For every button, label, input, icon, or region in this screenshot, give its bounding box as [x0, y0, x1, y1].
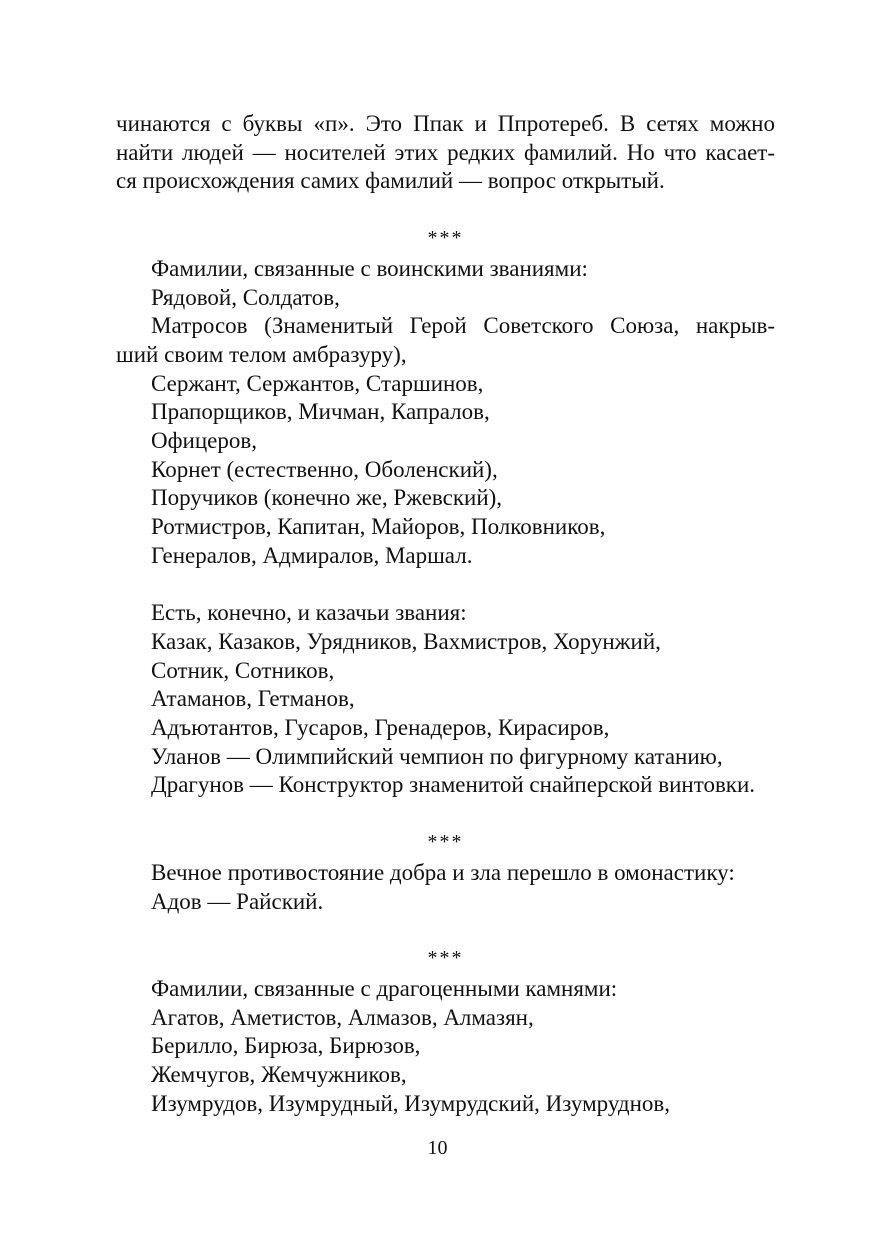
list-item: ший своим телом амбразуру), — [116, 341, 407, 367]
list-item: Генералов, Адмиралов, Маршал. — [151, 542, 473, 568]
list-item: Ротмистров, Капитан, Майоров, Полковников, — [151, 514, 606, 540]
section-separator: *** — [427, 947, 464, 970]
list-item: Офицеров, — [151, 428, 257, 454]
section-separator: *** — [427, 831, 464, 854]
section-separator: *** — [427, 227, 464, 250]
section-heading-good-evil: Вечное противостояние добра и зла перешло в омонастику: — [151, 859, 735, 885]
list-item: Уланов — Олимпийский чемпион по фигурному катанию, — [151, 743, 723, 769]
blank-line — [116, 571, 775, 600]
list-item: Драгунов — Конструктор знаменитой снайперской винтовки. — [151, 772, 756, 798]
list-item: Сержант, Сержантов, Старшинов, — [151, 370, 484, 396]
list-item: Поручиков (конечно же, Ржевский), — [151, 485, 503, 511]
intro-line: чинаются с буквы «п». Это Ппак и Ппротереб. В сетях можно — [116, 111, 775, 136]
section-heading-military: Фамилии, связанные с воинскими званиями: — [151, 255, 588, 281]
list-item: Казак, Казаков, Урядников, Вахмистров, Хорунжий, — [151, 628, 661, 654]
intro-line: ся происхождения самих фамилий — вопрос открытый. — [116, 168, 665, 194]
section-heading-gems: Фамилии, связанные с драгоценными камнями: — [151, 975, 618, 1001]
list-item: Берилло, Бирюза, Бирюзов, — [151, 1033, 421, 1059]
list-item: Атаманов, Гетманов, — [151, 686, 355, 712]
list-item: Изумрудов, Изумрудный, Изумрудский, Изумруднов, — [151, 1090, 671, 1116]
page-number: 10 — [427, 1137, 448, 1159]
list-item: Корнет (естественно, Оболенский), — [151, 456, 498, 482]
list-item: Адъютантов, Гусаров, Гренадеров, Кирасиров, — [151, 715, 610, 741]
section-heading-cossack: Есть, конечно, и казачьи звания: — [151, 600, 467, 626]
list-item: Сотник, Сотников, — [151, 657, 335, 683]
list-item: Агатов, Аметистов, Алмазов, Алмазян, — [151, 1004, 534, 1030]
page-text — [116, 110, 775, 1118]
list-item: Адов — Райский. — [151, 888, 324, 914]
intro-line: найти людей — носителей этих редких фамилий. Но что касает- — [116, 139, 775, 165]
list-item: Матросов (Знаменитый Герой Советского Союза, накрыв- — [151, 313, 775, 339]
list-item: Прапорщиков, Мичман, Капралов, — [151, 399, 490, 425]
list-item: Жемчугов, Жемчужников, — [151, 1062, 407, 1088]
list-item: Рядовой, Солдатов, — [151, 284, 340, 310]
